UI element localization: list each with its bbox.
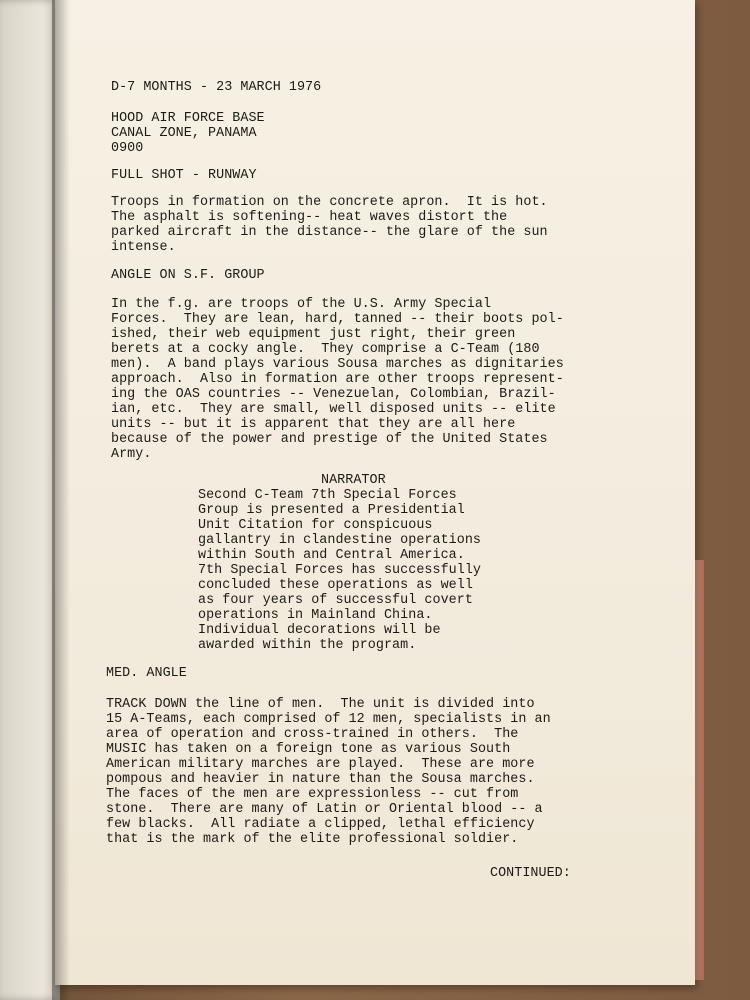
- dialogue-line: awarded within the program.: [198, 638, 417, 653]
- action-line: In the f.g. are troops of the U.S. Army Special: [111, 297, 492, 312]
- dialogue-line: gallantry in clandestine operations: [198, 533, 481, 548]
- action-line: TRACK DOWN the line of men. The unit is divided into: [106, 697, 535, 712]
- location-line: 0900: [111, 141, 144, 156]
- action-line: ian, etc. They are small, well disposed units -- elite: [111, 402, 556, 417]
- action-line: berets at a cocky angle. They comprise a C-Team (180: [111, 342, 540, 357]
- action-line: American military marches are played. These are more: [106, 757, 535, 772]
- location-line: CANAL ZONE, PANAMA: [111, 126, 257, 141]
- action-line: ished, their web equipment just right, their green: [111, 327, 516, 342]
- scene-heading: D-7 MONTHS - 23 MARCH 1976: [111, 80, 322, 95]
- dialogue-line: 7th Special Forces has successfully: [198, 563, 481, 578]
- dialogue-line: operations in Mainland China.: [198, 608, 433, 623]
- script-page: [55, 0, 695, 985]
- action-line: because of the power and prestige of the United States: [111, 432, 548, 447]
- action-line: The faces of the men are expressionless -- cut from: [106, 787, 519, 802]
- action-line: MUSIC has taken on a foreign tone as various South: [106, 742, 511, 757]
- action-line: Army.: [111, 447, 152, 462]
- shot-heading: FULL SHOT - RUNWAY: [111, 168, 257, 183]
- dialogue-line: Unit Citation for conspicuous: [198, 518, 433, 533]
- action-line: stone. There are many of Latin or Oriental blood -- a: [106, 802, 543, 817]
- action-line: Forces. They are lean, hard, tanned -- their boots pol-: [111, 312, 564, 327]
- previous-page-edge: [0, 0, 60, 1000]
- action-line: 15 A-Teams, each comprised of 12 men, specialists in an: [106, 712, 551, 727]
- action-line: approach. Also in formation are other troops represent-: [111, 372, 564, 387]
- action-line: parked aircraft in the distance-- the glare of the sun: [111, 225, 548, 240]
- action-line: The asphalt is softening-- heat waves distort the: [111, 210, 508, 225]
- action-line: pompous and heavier in nature than the Sousa marches.: [106, 772, 535, 787]
- location-line: HOOD AIR FORCE BASE: [111, 111, 265, 126]
- action-line: that is the mark of the elite professional soldier.: [106, 832, 519, 847]
- action-line: intense.: [111, 240, 176, 255]
- shot-heading: MED. ANGLE: [106, 666, 187, 681]
- action-line: area of operation and cross-trained in others. The: [106, 727, 519, 742]
- action-line: few blacks. All radiate a clipped, lethal efficiency: [106, 817, 535, 832]
- dialogue-line: Second C-Team 7th Special Forces: [198, 488, 457, 503]
- dialogue-line: Individual decorations will be: [198, 623, 441, 638]
- character-name: NARRATOR: [321, 473, 386, 488]
- action-line: units -- but it is apparent that they are all here: [111, 417, 516, 432]
- action-line: men). A band plays various Sousa marches as dignitaries: [111, 357, 564, 372]
- spine-shadow: [52, 0, 70, 1000]
- action-line: ing the OAS countries -- Venezuelan, Colombian, Brazil-: [111, 387, 556, 402]
- dialogue-line: as four years of successful covert: [198, 593, 473, 608]
- shot-heading: ANGLE ON S.F. GROUP: [111, 268, 265, 283]
- dialogue-line: within South and Central America.: [198, 548, 465, 563]
- dialogue-line: concluded these operations as well: [198, 578, 473, 593]
- dialogue-line: Group is presented a Presidential: [198, 503, 465, 518]
- continued-marker: CONTINUED:: [490, 866, 571, 881]
- action-line: Troops in formation on the concrete apron. It is hot.: [111, 195, 548, 210]
